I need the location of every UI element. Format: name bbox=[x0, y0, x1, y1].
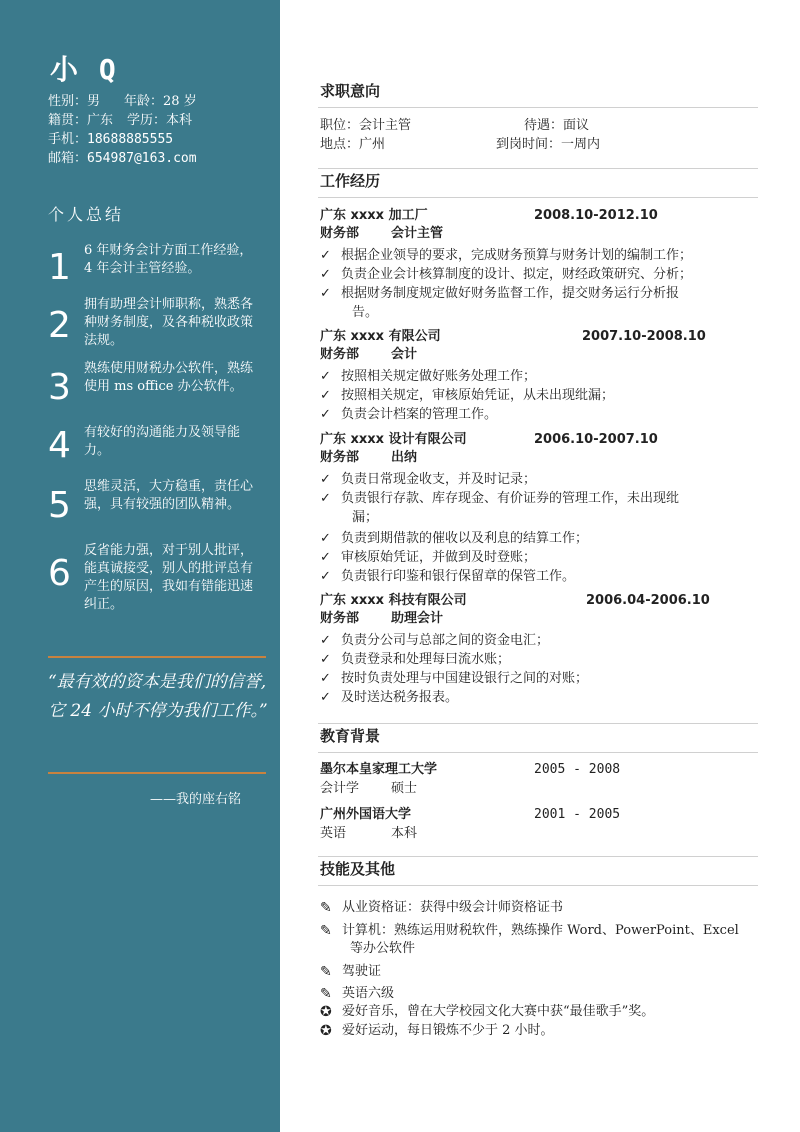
school-period: 2005 - 2008 bbox=[534, 762, 621, 777]
school-major: 英语 bbox=[320, 826, 347, 841]
check-icon: ✓ bbox=[320, 690, 331, 705]
quote-divider-top bbox=[48, 656, 266, 658]
job-role: 助理会计 bbox=[391, 611, 444, 626]
skill-item: ✎ 计算机：熟练运用财税软件，熟练操作 Word、PowerPoint、Excel bbox=[320, 923, 739, 939]
job-dept: 财务部 bbox=[320, 611, 360, 626]
check-icon: ✓ bbox=[320, 388, 331, 403]
check-icon: ✓ bbox=[320, 472, 331, 487]
skill-item: ✎ 英语六级 bbox=[320, 986, 395, 1002]
duty-item: ✓ 及时送达税务报表。 bbox=[320, 690, 459, 705]
duty-item: ✓ 负责银行存款、库存现金、有价证券的管理工作，未出现纰 bbox=[320, 491, 680, 506]
phone: 18688885555 bbox=[87, 132, 174, 147]
duty-item: ✓ 负责分公司与总部之间的资金电汇； bbox=[320, 633, 550, 648]
check-icon: ✓ bbox=[320, 550, 331, 565]
duty-item: ✓ 根据企业领导的要求，完成财务预算与财务计划的编制工作； bbox=[320, 248, 693, 263]
summary-text: 熟练使用财税办公软件，熟练使用 ms office 办公软件。 bbox=[84, 361, 254, 394]
job-company: 广东 xxxx 科技有限公司 bbox=[320, 593, 467, 608]
duty-item: ✓ 根据财务制度规定做好财务监督工作，提交财务运行分析报 bbox=[320, 286, 680, 301]
job-period: 2006.10-2007.10 bbox=[534, 432, 658, 447]
job-dept: 财务部 bbox=[320, 347, 360, 362]
intent-section-header bbox=[318, 78, 758, 108]
star-icon: ✪ bbox=[320, 1004, 332, 1020]
summary-text: 拥有助理会计师职称，熟悉各种财务制度，及各种税收政策法规。 bbox=[84, 297, 254, 348]
school-major: 会计学 bbox=[320, 781, 360, 796]
origin: 籍贯：广东 bbox=[48, 113, 114, 128]
summary-text: 思维灵活，大方稳重，责任心强，具有较强的团队精神。 bbox=[84, 479, 254, 512]
check-icon: ✓ bbox=[320, 248, 331, 263]
job-period: 2007.10-2008.10 bbox=[582, 329, 706, 344]
check-icon: ✓ bbox=[320, 267, 331, 282]
duty-item: ✓ 按照相关规定，审核原始凭证，从未出现纰漏； bbox=[320, 388, 615, 403]
duty-item: ✓ 按时负责处理与中国建设银行之间的对账； bbox=[320, 671, 589, 686]
duty-item: ✓ 负责登录和处理每曰流水账； bbox=[320, 652, 511, 667]
check-icon: ✓ bbox=[320, 369, 331, 384]
skill-item: ✪ 爱好音乐，曾在大学校园文化大赛中获“最佳歌手”奖。 bbox=[320, 1004, 655, 1020]
school-name: 墨尔本皇家理工大学 bbox=[320, 762, 438, 777]
check-icon: ✓ bbox=[320, 671, 331, 686]
education: 学历：本科 bbox=[127, 113, 193, 128]
skill-item: ✎ 驾驶证 bbox=[320, 964, 382, 980]
main-content bbox=[280, 0, 800, 1132]
skill-item: ✪ 爱好运动，每日锻炼不少于 2 小时。 bbox=[320, 1023, 554, 1039]
age: 年龄：28 岁 bbox=[124, 94, 197, 109]
phone-label: 手机： bbox=[48, 132, 88, 147]
skill-item-continued: 等办公软件 bbox=[350, 941, 416, 956]
certificate-icon: ✎ bbox=[320, 923, 332, 939]
motto-quote: “最有效的资本是我们的信誉,它 24 小时不停为我们工作。” bbox=[48, 672, 268, 721]
star-icon: ✪ bbox=[320, 1023, 332, 1039]
check-icon: ✓ bbox=[320, 531, 331, 546]
job-dept: 财务部 bbox=[320, 226, 360, 241]
school-period: 2001 - 2005 bbox=[534, 807, 621, 822]
skills-section-header bbox=[318, 856, 758, 886]
summary-text: 6 年财务会计方面工作经验，4 年会计主管经验。 bbox=[84, 243, 253, 276]
motto-source: ——我的座右铭 bbox=[150, 792, 242, 807]
skill-item: ✎ 从业资格证：获得中级会计师资格证书 bbox=[320, 900, 564, 916]
profile-info bbox=[48, 92, 197, 168]
section-title: 工作经历 bbox=[320, 172, 381, 190]
check-icon: ✓ bbox=[320, 491, 331, 506]
intent-position: 职位：会计主管 bbox=[320, 118, 412, 133]
check-icon: ✓ bbox=[320, 569, 331, 584]
job-company: 广东 xxxx 有限公司 bbox=[320, 329, 441, 344]
school-name: 广州外国语大学 bbox=[320, 807, 412, 822]
duty-item: ✓ 负责日常现金收支，并及时记录； bbox=[320, 472, 537, 487]
summary-text: 反省能力强，对于别人批评，能真诚接受，别人的批评总有产生的原因，我如有错能迅速纠正。 bbox=[84, 543, 254, 612]
intent-location: 地点：广州 bbox=[320, 137, 386, 152]
job-role: 会计 bbox=[391, 347, 418, 362]
job-company: 广东 xxxx 设计有限公司 bbox=[320, 432, 467, 447]
email: 654987@163.com bbox=[87, 151, 197, 166]
work-section-header bbox=[318, 168, 758, 198]
job-period: 2008.10-2012.10 bbox=[534, 208, 658, 223]
duty-item: ✓ 负责会计档案的管理工作。 bbox=[320, 407, 498, 422]
certificate-icon: ✎ bbox=[320, 900, 332, 916]
check-icon: ✓ bbox=[320, 407, 331, 422]
check-icon: ✓ bbox=[320, 633, 331, 648]
duty-item: ✓ 审核原始凭证，并做到及时登账； bbox=[320, 550, 537, 565]
school-degree: 硕士 bbox=[391, 781, 418, 796]
job-dept: 财务部 bbox=[320, 450, 360, 465]
section-title: 求职意向 bbox=[320, 82, 381, 100]
summary-text: 有较好的沟通能力及领导能力。 bbox=[84, 425, 241, 458]
certificate-icon: ✎ bbox=[320, 986, 332, 1002]
summary-number: 4 bbox=[48, 425, 71, 466]
duty-item: ✓ 按照相关规定做好账务处理工作； bbox=[320, 369, 537, 384]
duty-item: ✓ 负责到期借款的催收以及利息的结算工作； bbox=[320, 531, 589, 546]
summary-number: 3 bbox=[48, 367, 71, 408]
quote-divider-bottom bbox=[48, 772, 266, 774]
intent-start-time: 到岗时间：一周内 bbox=[496, 137, 601, 152]
summary-title: 个人总结 bbox=[48, 205, 125, 224]
summary-number: 6 bbox=[48, 553, 71, 594]
section-title: 教育背景 bbox=[320, 727, 381, 745]
summary-number: 1 bbox=[48, 247, 71, 288]
section-title: 技能及其他 bbox=[320, 860, 396, 878]
check-icon: ✓ bbox=[320, 286, 331, 301]
sidebar bbox=[0, 0, 280, 1132]
summary-number: 5 bbox=[48, 485, 71, 526]
gender: 性别：男 bbox=[48, 94, 101, 109]
school-degree: 本科 bbox=[391, 826, 418, 841]
job-role: 出纳 bbox=[391, 450, 418, 465]
education-section-header bbox=[318, 723, 758, 753]
job-period: 2006.04-2006.10 bbox=[586, 593, 710, 608]
duty-item: ✓ 负责银行印鉴和银行保留章的保管工作。 bbox=[320, 569, 576, 584]
email-label: 邮箱： bbox=[48, 151, 88, 166]
job-company: 广东 xxxx 加工厂 bbox=[320, 208, 428, 223]
summary-number: 2 bbox=[48, 305, 71, 346]
duty-item-continued: 漏； bbox=[352, 510, 379, 525]
intent-salary: 待遇：面议 bbox=[524, 118, 590, 133]
duty-item: ✓ 负责企业会计核算制度的设计、拟定，财经政策研究、分析； bbox=[320, 267, 693, 282]
check-icon: ✓ bbox=[320, 652, 331, 667]
job-role: 会计主管 bbox=[391, 226, 444, 241]
duty-item-continued: 告。 bbox=[352, 305, 379, 320]
profile-name: 小 Q bbox=[50, 53, 118, 86]
certificate-icon: ✎ bbox=[320, 964, 332, 980]
